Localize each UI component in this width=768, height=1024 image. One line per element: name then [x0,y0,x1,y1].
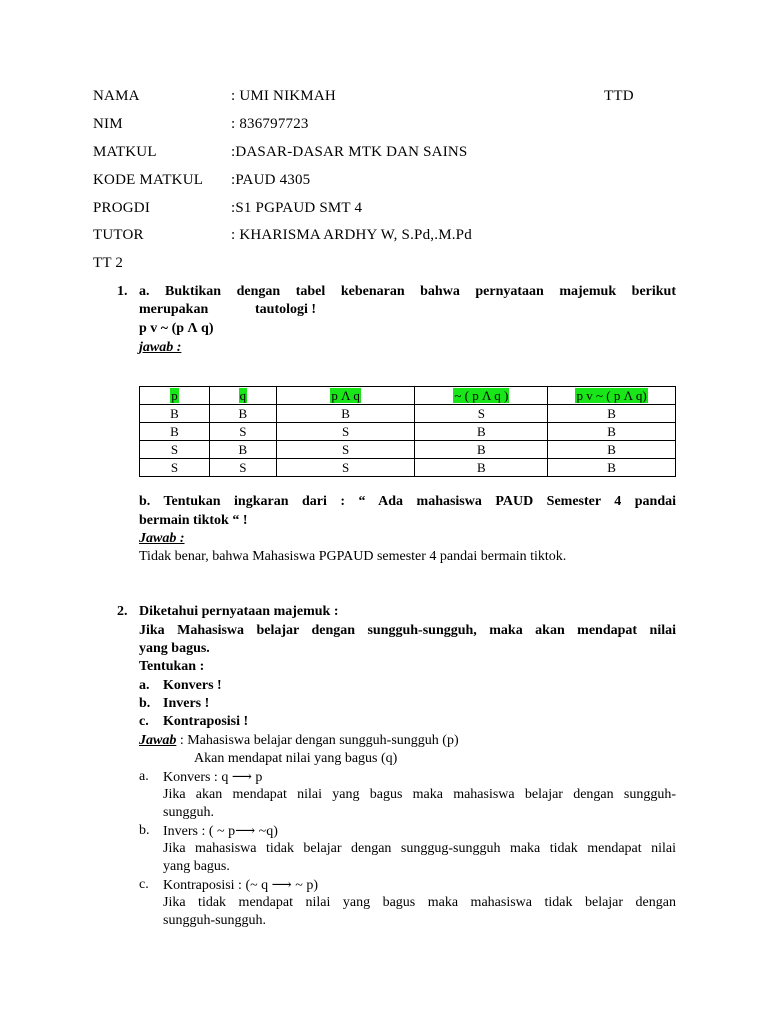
q2-item-konvers: Konvers ! [163,678,222,693]
table-cell: S [276,459,415,477]
q1b-jawab-label: Jawab : [139,531,185,546]
q2-tentukan: Tentukan : [139,659,205,674]
table-cell: B [415,441,548,459]
progdi-value: :S1 PGPAUD SMT 4 [231,200,363,216]
header-not-p-and-q: ~ ( p Λ q ) [454,387,509,403]
table-row [140,441,676,459]
matkul-label: MATKUL [93,144,157,160]
q1-formula: p v ~ (p Λ q) [139,321,214,336]
header-p: p [171,387,178,403]
q2-item-marker: b. [139,696,151,711]
table-cell: B [209,441,276,459]
q2-q-definition: Akan mendapat nilai yang bagus (q) [194,751,398,766]
table-cell: S [209,459,276,477]
matkul-value: :DASAR-DASAR MTK DAN SAINS [231,144,468,160]
q2-statement-line2: yang bagus. [139,641,210,656]
q2-item-invers: Invers ! [163,696,210,711]
tt-label: TT 2 [93,255,124,271]
tutor-value: : KHARISMA ARDHY W, S.Pd,.M.Pd [231,227,472,243]
table-cell: S [209,423,276,441]
nama-label: NAMA [93,88,140,104]
table-cell: S [276,441,415,459]
nim-value: : 836797723 [231,116,309,132]
q2-p-definition [139,733,459,749]
ttd-label: TTD [604,88,634,104]
kode-matkul-label: KODE MATKUL [93,172,204,188]
table-cell: B [548,441,676,459]
q1b-line1: b. Tentukan ingkaran dari : “ Ada mahasiswa PAUD Semester 4 pandai [139,494,676,509]
q1b-answer: Tidak benar, bahwa Mahasiswa PGPAUD semester 4 pandai bermain tiktok. [139,549,567,564]
q2c-answer-line1: Jika tidak mendapat nilai yang bagus maka mahasiswa tidak belajar dengan [163,895,676,910]
q1-number: 1. [117,284,128,299]
truth-table-header [140,387,676,405]
table-cell: B [140,423,210,441]
table-cell: B [209,405,276,423]
q2b-answer-line2: yang bagus. [163,859,230,874]
q2-item-marker: a. [139,678,150,693]
q1a-line2b: tautologi ! [255,302,317,317]
q1a-line1: a. Buktikan dengan tabel kebenaran bahwa pernyataan majemuk berikut [139,284,676,299]
tutor-label: TUTOR [93,227,144,243]
nama-value: : UMI NIKMAH [231,88,336,104]
q2-item-kontraposisi: Kontraposisi ! [163,714,249,729]
q2b-marker: b. [139,823,150,838]
q2-intro: Diketahui pernyataan majemuk : [139,604,339,619]
table-cell: S [276,423,415,441]
header-q: q [239,387,247,403]
q2-item-marker: c. [139,714,149,729]
nim-label: NIM [93,116,123,132]
q1-jawab-label: jawab : [139,340,182,355]
progdi-label: PROGDI [93,200,151,216]
header-p-or-not: p v ~ ( p Λ q) [576,387,647,403]
q2b-answer-line1: Jika mahasiswa tidak belajar dengan sunggug-sungguh maka tidak mendapat nilai [163,841,676,856]
q2-number: 2. [117,604,128,619]
q2-statement-line1: Jika Mahasiswa belajar dengan sungguh-sungguh, maka akan mendapat nilai [139,623,676,638]
table-cell: B [548,405,676,423]
q2-jawab-label: Jawab [139,733,177,748]
table-row [140,405,676,423]
table-cell: B [548,423,676,441]
q2c-title: Kontraposisi : (~ q ⟶ ~ p) [163,878,318,893]
table-row [140,423,676,441]
q2b-title: Invers : ( ~ p⟶ ~q) [163,824,278,839]
truth-table [139,386,676,477]
q2c-answer-line2: sungguh-sungguh. [163,913,267,928]
q1a-line2a: merupakan [139,302,209,317]
table-cell: B [140,405,210,423]
table-cell: B [415,459,548,477]
kode-matkul-value: :PAUD 4305 [231,172,311,188]
table-cell: B [548,459,676,477]
table-cell: S [140,459,210,477]
q2a-title: Konvers : q ⟶ p [163,770,263,785]
q1b-line2: bermain tiktok “ ! [139,513,248,528]
table-cell: B [415,423,548,441]
q2a-answer-line1: Jika akan mendapat nilai yang bagus maka mahasiswa belajar dengan sungguh- [163,787,676,802]
table-cell: S [415,405,548,423]
table-cell: B [276,405,415,423]
q2-p-def-text: : Mahasiswa belajar dengan sungguh-sungguh (p) [176,733,459,748]
q2a-answer-line2: sungguh. [163,805,214,820]
table-cell: S [140,441,210,459]
q2c-marker: c. [139,877,149,892]
header-p-and-q: p Λ q [331,387,360,403]
table-row [140,459,676,477]
q2a-marker: a. [139,769,149,784]
